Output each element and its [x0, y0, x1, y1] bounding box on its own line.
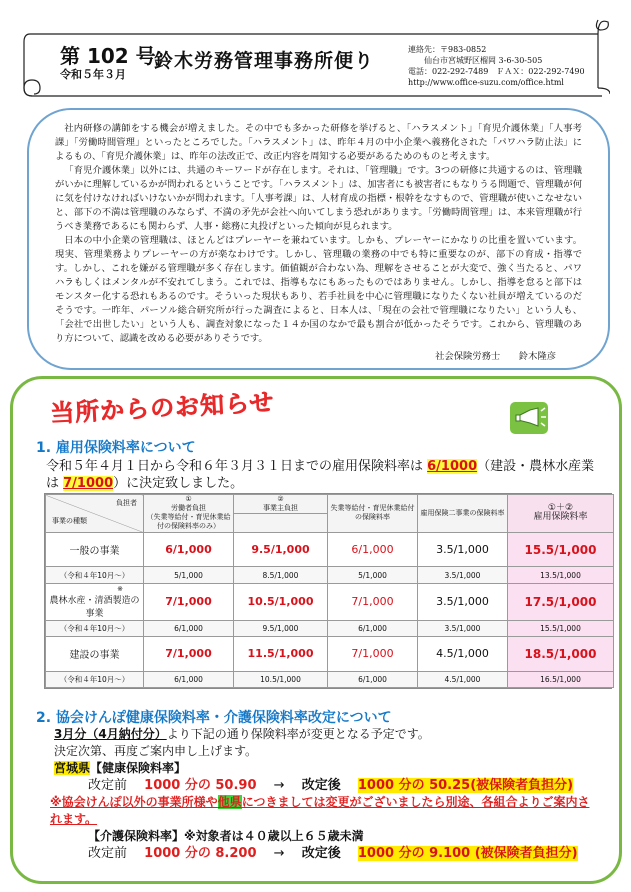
contact-info — [408, 44, 585, 88]
section2-heading: 2. 協会けんぽ健康保険料率・介護保険料率改定について — [36, 710, 392, 726]
prefecture-label: 宮城県 — [54, 761, 91, 775]
notice-title: 当所からのお知らせ — [49, 388, 275, 428]
header-num: ①＋② — [547, 503, 574, 514]
rate-construction: 7/1000 — [63, 476, 114, 491]
article-signature: 社会保険労務士 鈴木隆彦 — [435, 351, 556, 362]
table-subrow — [46, 567, 614, 583]
health-before-value: 1000 分の 50.90 — [144, 778, 257, 793]
effective-month: 3月分（4月納付分） — [54, 727, 167, 741]
header-num: ② — [277, 495, 284, 504]
table-corner — [46, 495, 144, 533]
text: 令和５年４月１日から令和６年３月３１日までの雇用保険料率は — [46, 459, 428, 474]
cell-employer-b: 3.5/1,000 — [418, 532, 508, 567]
cell-employer: 11.5/1,000 — [247, 647, 314, 661]
article-paragraph: 「育児介護休業」以外には、共通のキーワードが存在します。それは、「管理職」です。3つの研修に共通するのは、管理職がいかに理解しているかが問われるということです。「ハラスメント」は、加害者にも被害者にもなりうる問題で、管理職が何に気を付けなければいけないかが問われます。「人事考課」は、人材育成の指標・根幹をなすもので、管理職が使いこなせないと、部下の不満は管理職のみならず、不満の矛先が会社へ向いてしまう恐れがあります。「労働時間管理」は、本来管理職が行うべき業務であるにも関わらず、人事・総務に丸投げといった傾向が見られます。 — [55, 165, 582, 232]
text: ※協会けんぽ以外の事業所様や — [50, 795, 218, 809]
other-prefecture-note — [50, 794, 590, 828]
cell-total: 17.5/1,000 — [524, 594, 597, 609]
after-label: 改定後 — [301, 846, 341, 861]
text: （建設・農林水産業は — [46, 459, 595, 491]
cell-employer: 10.5/1,000 — [247, 595, 314, 609]
section1-text — [46, 458, 602, 492]
contact-line: 電話：022-292-7489 ＦＡＸ：022-292-7490 — [408, 67, 585, 76]
row-mark: ※ — [117, 584, 123, 593]
subrow-label: （令和４年10月～） — [46, 567, 144, 583]
section1-heading: 1. 雇用保険料率について — [36, 440, 196, 456]
newsletter-title: 鈴木労務管理事務所便り — [154, 50, 375, 72]
header-employer — [234, 495, 328, 514]
cell-total: 18.5/1,000 — [524, 646, 597, 661]
subcell: 6/1,000 — [144, 671, 234, 687]
header-total — [508, 495, 614, 533]
header-employer-b: 雇用保険二事業の保険料率 — [418, 495, 508, 533]
subcell: 3.5/1,000 — [418, 620, 508, 636]
table-subrow — [46, 620, 614, 636]
row-label — [46, 583, 144, 620]
megaphone-icon — [508, 396, 550, 438]
row-label: 一般の事業 — [46, 532, 144, 567]
cell-employer-b: 4.5/1,000 — [418, 636, 508, 671]
arrow-icon: → — [273, 846, 285, 861]
corner-bottom-label: 事業の種類 — [52, 516, 87, 525]
article-paragraph: 日本の中小企業の管理職は、ほとんどはプレーヤーを兼ねています。しかも、プレーヤーにかなりの比重を置いています。現実、管理業務よりプレーヤーの方が楽なわけです。しかし、管理職の業務の中でも特に重要なのが、部下の育成・指導です。しかし、これを嫌がる管理職が多く存在します。価値観が合わない為、理解をさせることが大変で、強く当たると、パワハラもしくはメンタルが不安れてしまう。これでは、指導もなにもあったものではありません。しかし、指導を怠ると部下はモンスター化する恐れもあるのです。そういった現状もあり、若手社員を中心に管理職になりたくない社員が増えているのだそうです。一昨年、パーソル総合研究所が行った調査によると、日本人は、「現在の会社で管理職になりたい」という人も、「会社で出世したい」という人も、調査対象になった１４か国のなかで最も割合が低かったそうです。これから、管理職のあり方について、認識を改める必要がありそうです。 — [55, 235, 582, 344]
cell-worker: 6/1,000 — [165, 543, 212, 557]
table-row — [46, 532, 614, 567]
subcell: 5/1,000 — [328, 567, 418, 583]
section2-line — [54, 726, 610, 743]
table-subrow — [46, 671, 614, 687]
cell-employer-b: 3.5/1,000 — [418, 583, 508, 620]
before-label: 改定前 — [88, 846, 128, 861]
contact-url: http://www.office-suzu.com/office.html — [408, 78, 564, 87]
subcell: 6/1,000 — [144, 620, 234, 636]
header-label: 雇用保険料率 — [533, 512, 588, 523]
row-label-text: 農林水産・清酒製造の事業 — [49, 595, 140, 619]
subcell-total: 13.5/1,000 — [508, 567, 614, 583]
cell-employer-a: 6/1,000 — [351, 543, 394, 557]
employment-insurance-table — [44, 493, 612, 689]
header-worker — [144, 495, 234, 533]
issue-date: 令和５年３月 — [60, 68, 126, 81]
health-label: 【健康保険料率】 — [90, 761, 187, 775]
section2-line: 決定次第、再度ご案内申し上げます。 — [54, 744, 258, 758]
cell-employer: 9.5/1,000 — [251, 543, 310, 557]
health-after-value: 1000 分の 50.25(被保険者負担分) — [357, 778, 574, 793]
care-after-value: 1000 分の 9.100 (被保険者負担分) — [357, 846, 578, 861]
cell-employer-a: 7/1,000 — [351, 647, 394, 661]
text: ）に決定致しました。 — [113, 476, 244, 491]
row-label: 建設の事業 — [46, 636, 144, 671]
subcell: 9.5/1,000 — [234, 620, 328, 636]
issue-number: 第 102 号 — [60, 44, 156, 68]
header-label: 事業主負担 — [263, 504, 298, 513]
section2-body — [50, 726, 610, 862]
subrow-label: （令和４年10月～） — [46, 620, 144, 636]
care-before-value: 1000 分の 8.200 — [144, 846, 257, 861]
article-paragraph: 社内研修の講師をする機会が増えました。その中でも多かった研修を挙げると、「ハラスメント」「育児介護休業」「人事考課」「労働時間管理」といったところでした。「ハラスメント」は、昨年４月の中小企業へ義務化された「パワハラ防止法」によるもの、「育児介護休業」は、昨年の法改正で、改正内容を周知する必要があるためのものと考えます。 — [55, 123, 582, 162]
subcell: 4.5/1,000 — [418, 671, 508, 687]
contact-line: 仙台市宮城野区榴岡 3-6-30-505 — [408, 56, 543, 65]
header-sub: （失業等給付・育児休業給付の保険料率のみ） — [146, 513, 231, 531]
before-label: 改定前 — [88, 778, 128, 793]
rate-general: 6/1000 — [427, 459, 478, 474]
subcell: 6/1,000 — [328, 671, 418, 687]
highlight: 他県 — [217, 795, 242, 809]
corner-top-label: 負担者 — [116, 499, 137, 507]
subcell: 6/1,000 — [328, 620, 418, 636]
header-label: 労働者負担 — [171, 504, 206, 513]
text: につきましては変更がございましたら別途、各組合よりご案内されます。 — [50, 795, 590, 826]
subcell: 5/1,000 — [144, 567, 234, 583]
section2-line — [54, 760, 610, 777]
cell-worker: 7/1,000 — [165, 595, 212, 609]
table-row — [46, 583, 614, 620]
column-article — [27, 108, 610, 370]
header-num: ① — [185, 495, 192, 504]
subcell: 10.5/1,000 — [234, 671, 328, 687]
subcell-total: 15.5/1,000 — [508, 620, 614, 636]
cell-total: 15.5/1,000 — [524, 542, 597, 557]
care-rate-line — [54, 845, 610, 862]
health-rate-line — [54, 777, 610, 794]
header-employer-spacer — [234, 514, 328, 532]
cell-employer-a: 7/1,000 — [351, 595, 394, 609]
contact-line: 連絡先：〒983-0852 — [408, 45, 487, 54]
text: より下記の通り保険料率が変更となる予定です。 — [166, 727, 430, 741]
arrow-icon: → — [273, 778, 285, 793]
care-label: 【介護保険料率】※対象者は４０歳以上６５歳未満 — [88, 829, 364, 843]
subcell: 8.5/1,000 — [234, 567, 328, 583]
subrow-label: （令和４年10月～） — [46, 671, 144, 687]
subcell-total: 16.5/1,000 — [508, 671, 614, 687]
table-row — [46, 636, 614, 671]
after-label: 改定後 — [301, 778, 341, 793]
header-employer-a: 失業等給付・育児休業給付の保険料率 — [328, 495, 418, 533]
subcell: 3.5/1,000 — [418, 567, 508, 583]
cell-worker: 7/1,000 — [165, 647, 212, 661]
